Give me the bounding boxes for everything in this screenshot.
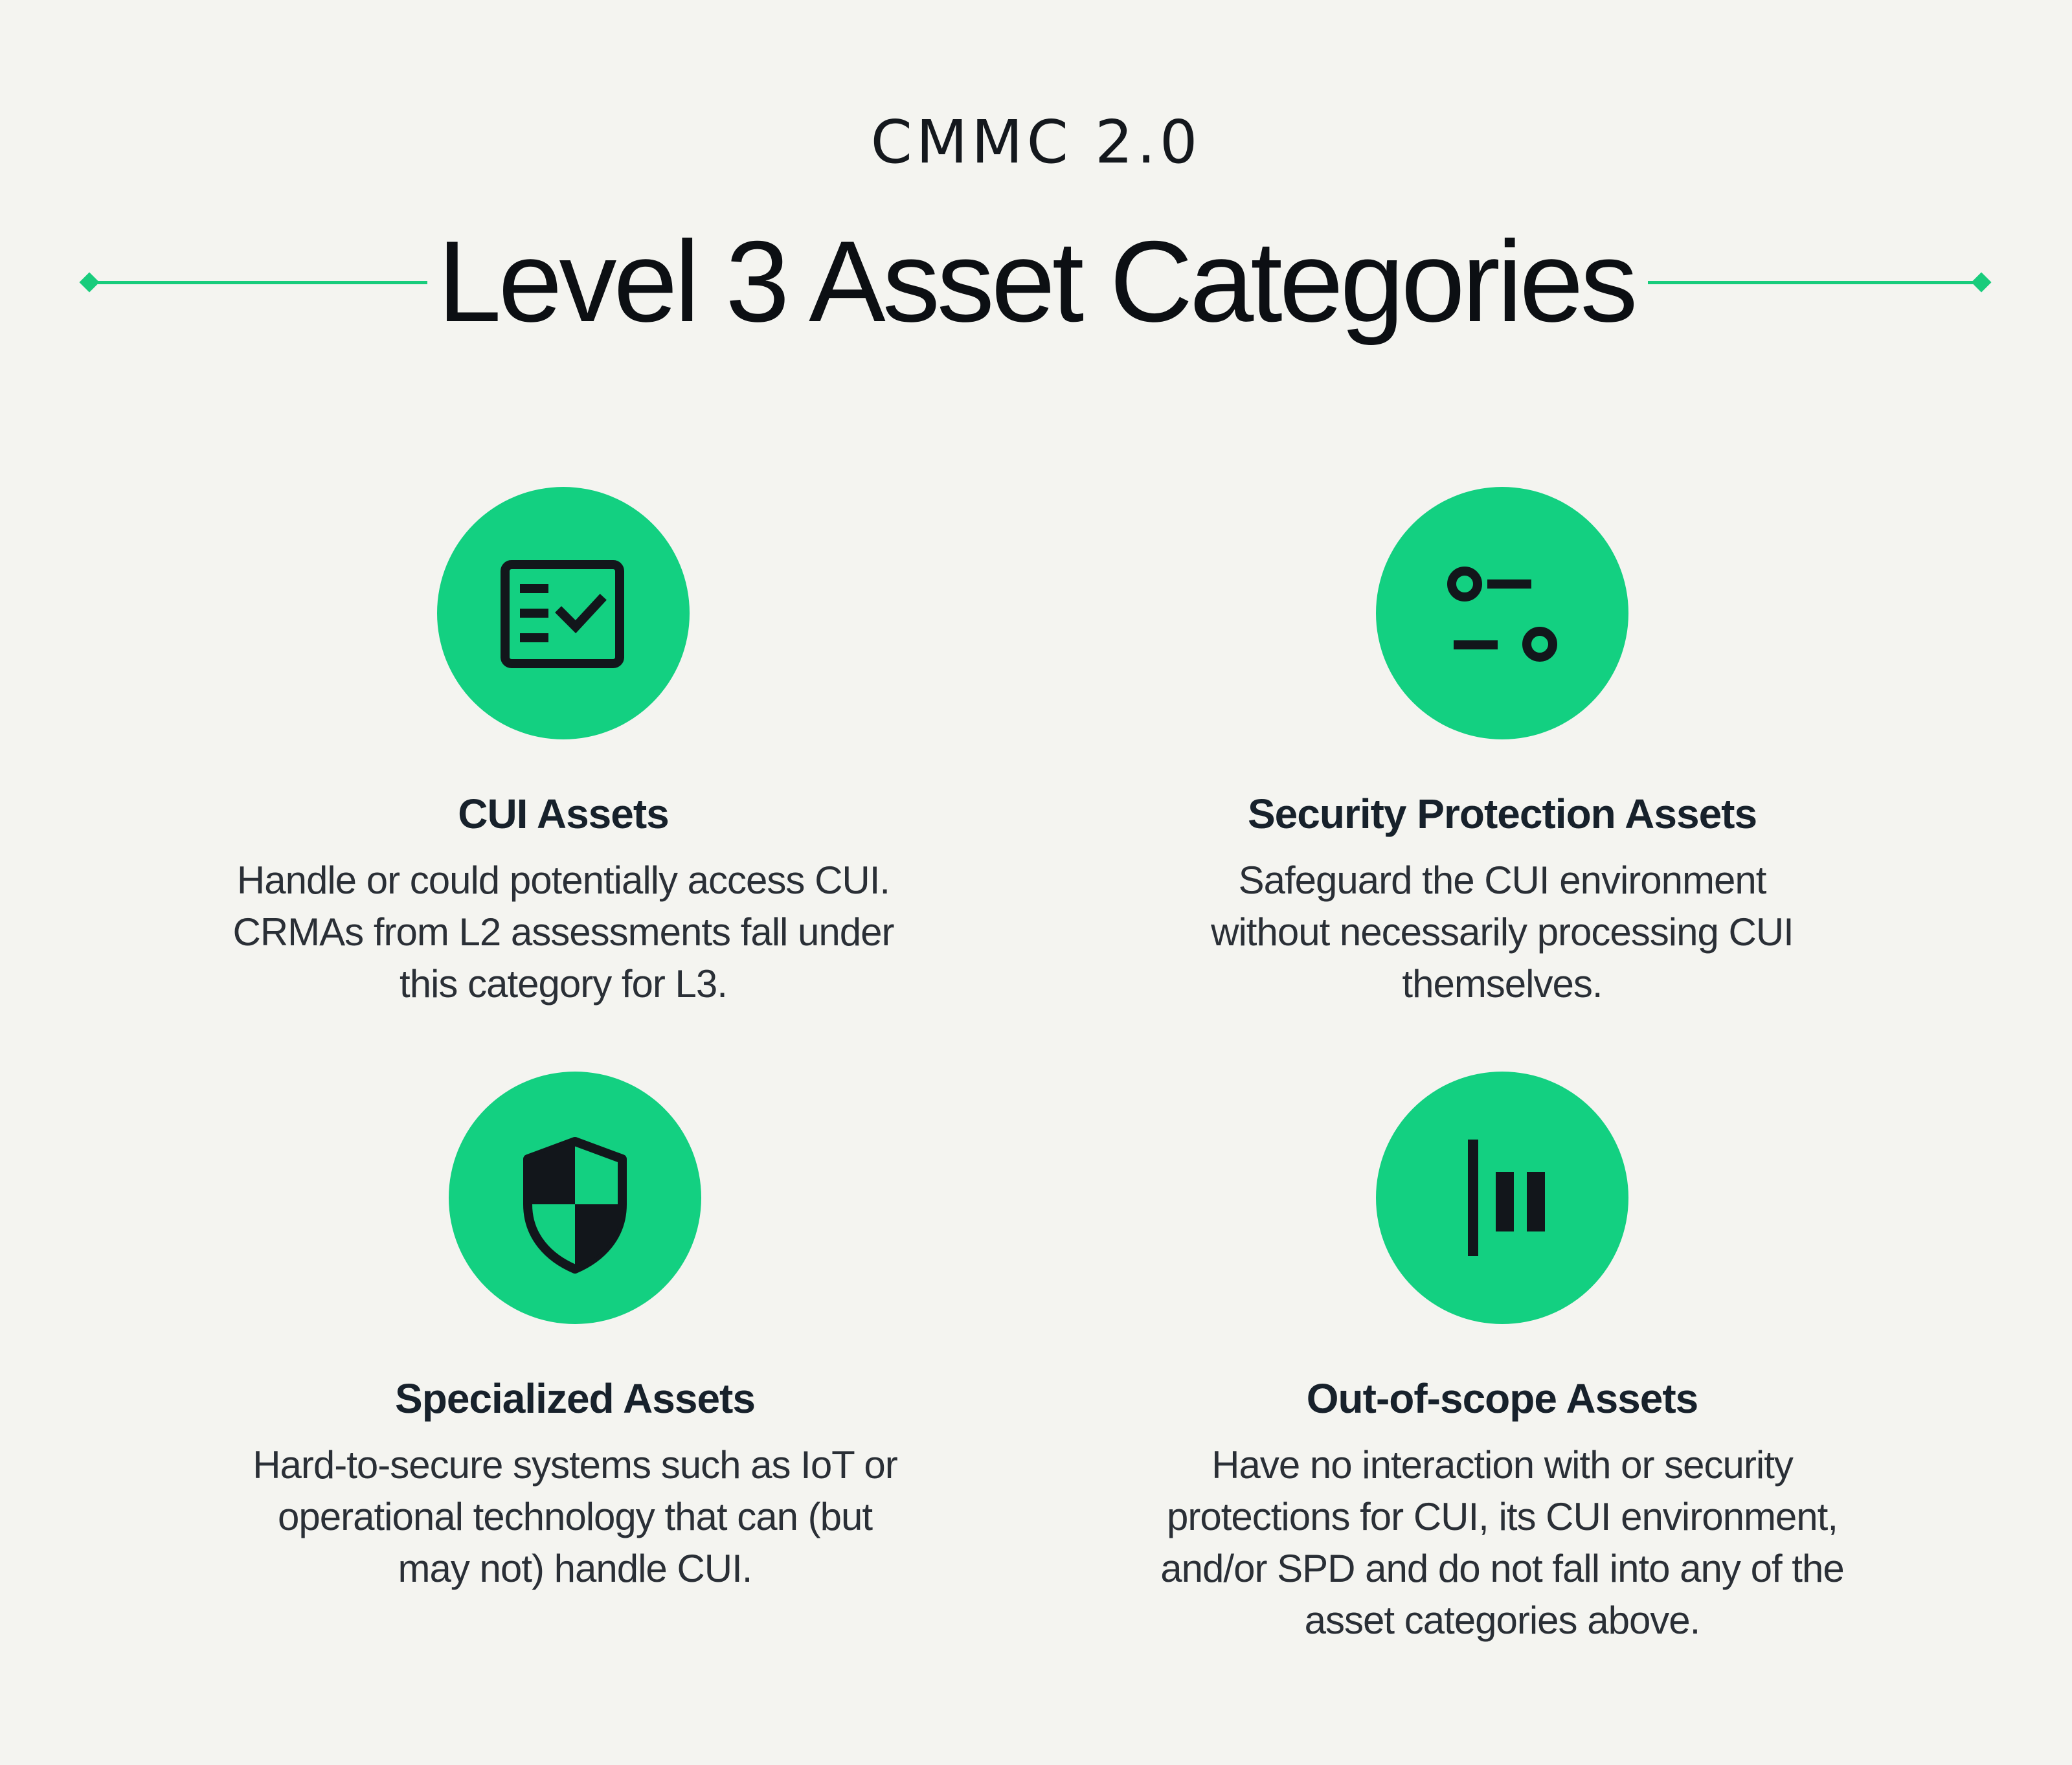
card-cui-assets	[142, 487, 984, 1037]
checklist-icon	[437, 487, 690, 739]
title-rule-right	[1648, 281, 1981, 284]
card-description-line: without necessarily processing CUI	[1211, 910, 1794, 954]
card-security-protection-assets	[1081, 487, 1923, 1037]
card-description-line: and/or SPD and do not fall into any of the	[1160, 1547, 1844, 1590]
card-title: CUI Assets	[458, 791, 669, 837]
card-description-line: CRMAs from L2 assessments fall under	[232, 910, 894, 954]
card-title: Specialized Assets	[395, 1375, 755, 1422]
security-protection-icon-circle	[1376, 487, 1628, 739]
card-description-line: asset categories above.	[1304, 1599, 1700, 1642]
card-description-line: protections for CUI, its CUI environment,	[1166, 1495, 1838, 1538]
card-description-line: operational technology that can (but	[278, 1495, 872, 1538]
cui-assets-icon-circle	[437, 487, 690, 739]
card-specialized-assets	[154, 1072, 996, 1622]
card-description-line: Have no interaction with or security	[1211, 1443, 1793, 1487]
page-subtitle: CMMC 2.0	[870, 107, 1202, 177]
card-title: Security Protection Assets	[1247, 791, 1757, 837]
card-out-of-scope-assets	[1081, 1072, 1923, 1687]
card-description	[1081, 1439, 1923, 1647]
card-title: Out-of-scope Assets	[1306, 1375, 1698, 1422]
page-title: Level 3 Asset Categories	[437, 217, 1635, 346]
card-description-line: Safeguard the CUI environment	[1238, 859, 1766, 902]
card-description-line: Hard-to-secure systems such as IoT or	[253, 1443, 897, 1487]
out-of-scope-icon-circle	[1376, 1072, 1628, 1324]
shield-icon	[449, 1072, 701, 1324]
card-description-line: may not) handle CUI.	[398, 1547, 752, 1590]
card-description	[154, 1439, 996, 1595]
card-description	[142, 855, 984, 1010]
specialized-assets-icon-circle	[449, 1072, 701, 1324]
card-description-line: Handle or could potentially access CUI.	[236, 859, 890, 902]
card-description-line: themselves.	[1402, 962, 1603, 1006]
card-description-line: this category for L3.	[400, 962, 727, 1006]
bar-chart-icon	[1376, 1072, 1628, 1324]
toggle-settings-icon	[1376, 487, 1628, 739]
card-description	[1081, 855, 1923, 1010]
